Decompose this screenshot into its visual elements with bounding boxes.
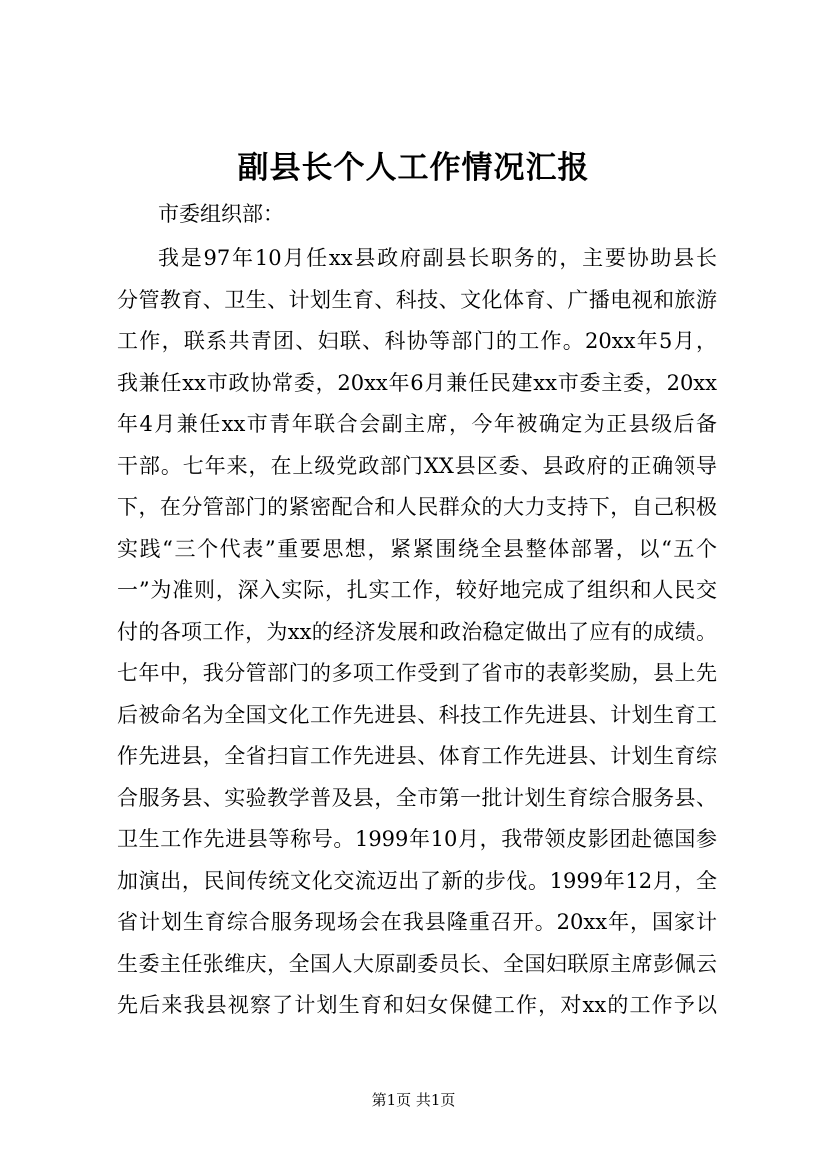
body-line: 后被命名为全国文化工作先进县、科技工作先进县、计划生育工 xyxy=(117,702,717,727)
body-line: 省计划生育综合服务现场会在我县隆重召开。20xx年，国家计 xyxy=(117,910,717,934)
body-line: 工作，联系共青团、妇联、科协等部门的工作。20xx年5月， xyxy=(117,329,717,353)
body-line: 干部。七年来，在上级党政部门XX县区委、县政府的正确领导 xyxy=(117,453,717,478)
body-line: 我兼任xx市政协常委，20xx年6月兼任民建xx市委主委，20xx xyxy=(117,370,717,395)
body-line: 年4月兼任xx市青年联合会副主席，今年被确定为正县级后备 xyxy=(117,412,717,436)
body-line: 卫生工作先进县等称号。1999年10月，我带领皮影团赴德国参 xyxy=(117,827,717,851)
body-line: 七年中，我分管部门的多项工作受到了省市的表彰奖励，县上先 xyxy=(117,661,717,685)
body-line: 合服务县、实验教学普及县，全市第一批计划生育综合服务县、 xyxy=(117,785,717,810)
body-line: 我是97年10月任xx县政府副县长职务的，主要协助县长 xyxy=(158,246,717,270)
document-title: 副县长个人工作情况汇报 xyxy=(237,150,590,186)
body-line: 一”为准则，深入实际，扎实工作，较好地完成了组织和人民交 xyxy=(117,578,717,602)
body-text xyxy=(117,238,717,1027)
body-line: 作先进县，全省扫盲工作先进县、体育工作先进县、计划生育综 xyxy=(117,744,717,768)
body-line: 付的各项工作，为xx的经济发展和政治稳定做出了应有的成绩。 xyxy=(117,619,717,644)
salutation: 市委组织部： xyxy=(158,202,284,226)
body-line: 生委主任张维庆，全国人大原副委员长、全国妇联原主席彭佩云 xyxy=(117,951,717,976)
body-line: 分管教育、卫生、计划生育、科技、文化体育、广播电视和旅游 xyxy=(117,287,717,312)
page-number: 第1页 共1页 xyxy=(371,1091,456,1109)
body-line: 加演出，民间传统文化交流迈出了新的步伐。1999年12月，全 xyxy=(117,868,717,893)
body-line: 下，在分管部门的紧密配合和人民群众的大力支持下，自己积极 xyxy=(117,495,717,519)
body-line: 先后来我县视察了计划生育和妇女保健工作，对xx的工作予以 xyxy=(117,993,717,1017)
body-line: 实践“三个代表”重要思想，紧紧围绕全县整体部署，以“五个 xyxy=(117,536,717,561)
